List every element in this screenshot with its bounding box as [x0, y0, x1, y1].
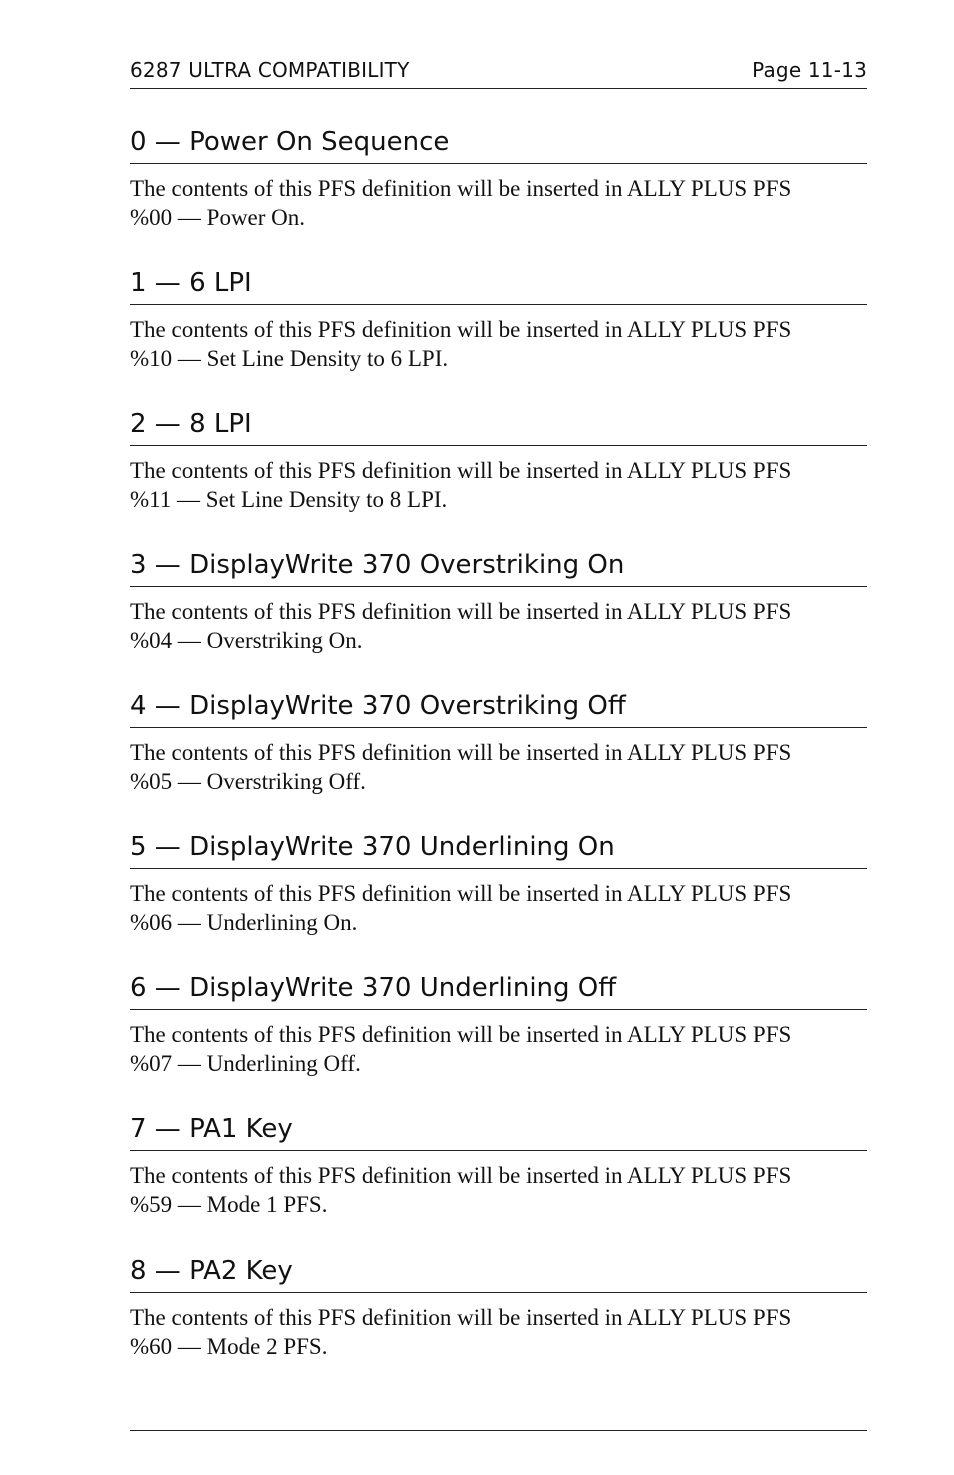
section-body [130, 174, 867, 232]
body-line-2: %60 — Mode 2 PFS. [130, 1334, 328, 1359]
section-underlining-on [130, 829, 867, 937]
section-heading: 2 — 8 LPI [130, 406, 867, 446]
section-6-lpi [130, 265, 867, 373]
section-overstriking-off [130, 688, 867, 796]
section-body [130, 1161, 867, 1219]
body-line-2: %05 — Overstriking Off. [130, 769, 366, 794]
section-body [130, 879, 867, 937]
section-heading: 5 — DisplayWrite 370 Underlining On [130, 829, 867, 869]
body-line-1: The contents of this PFS definition will be inserted in ALLY PLUS PFS [130, 740, 792, 765]
body-line-1: The contents of this PFS definition will be inserted in ALLY PLUS PFS [130, 317, 792, 342]
body-line-1: The contents of this PFS definition will be inserted in ALLY PLUS PFS [130, 599, 792, 624]
section-heading: 7 — PA1 Key [130, 1111, 867, 1151]
body-line-2: %11 — Set Line Density to 8 LPI. [130, 487, 448, 512]
section-overstriking-on [130, 547, 867, 655]
section-pa1-key [130, 1111, 867, 1219]
body-line-2: %10 — Set Line Density to 6 LPI. [130, 346, 449, 371]
section-heading: 8 — PA2 Key [130, 1253, 867, 1293]
section-power-on-sequence [130, 124, 867, 232]
body-line-2: %07 — Underlining Off. [130, 1051, 361, 1076]
section-body [130, 315, 867, 373]
footer-divider [130, 1430, 867, 1431]
section-body [130, 738, 867, 796]
body-line-2: %04 — Overstriking On. [130, 628, 363, 653]
section-body [130, 456, 867, 514]
body-line-1: The contents of this PFS definition will be inserted in ALLY PLUS PFS [130, 1305, 792, 1330]
section-heading: 6 — DisplayWrite 370 Underlining Off [130, 970, 867, 1010]
page-header [130, 58, 867, 89]
section-pa2-key [130, 1253, 867, 1361]
section-body [130, 597, 867, 655]
body-line-1: The contents of this PFS definition will be inserted in ALLY PLUS PFS [130, 458, 792, 483]
header-title: 6287 ULTRA COMPATIBILITY [130, 58, 410, 82]
section-8-lpi [130, 406, 867, 514]
section-heading: 4 — DisplayWrite 370 Overstriking Off [130, 688, 867, 728]
body-line-1: The contents of this PFS definition will be inserted in ALLY PLUS PFS [130, 881, 792, 906]
body-line-2: %00 — Power On. [130, 205, 306, 230]
section-body [130, 1020, 867, 1078]
section-underlining-off [130, 970, 867, 1078]
body-line-1: The contents of this PFS definition will be inserted in ALLY PLUS PFS [130, 176, 792, 201]
section-heading: 3 — DisplayWrite 370 Overstriking On [130, 547, 867, 587]
body-line-2: %59 — Mode 1 PFS. [130, 1192, 328, 1217]
body-line-1: The contents of this PFS definition will be inserted in ALLY PLUS PFS [130, 1022, 792, 1047]
body-line-2: %06 — Underlining On. [130, 910, 358, 935]
section-body [130, 1303, 867, 1361]
body-line-1: The contents of this PFS definition will be inserted in ALLY PLUS PFS [130, 1163, 792, 1188]
section-heading: 0 — Power On Sequence [130, 124, 867, 164]
section-heading: 1 — 6 LPI [130, 265, 867, 305]
page-number: Page 11-13 [752, 58, 867, 82]
